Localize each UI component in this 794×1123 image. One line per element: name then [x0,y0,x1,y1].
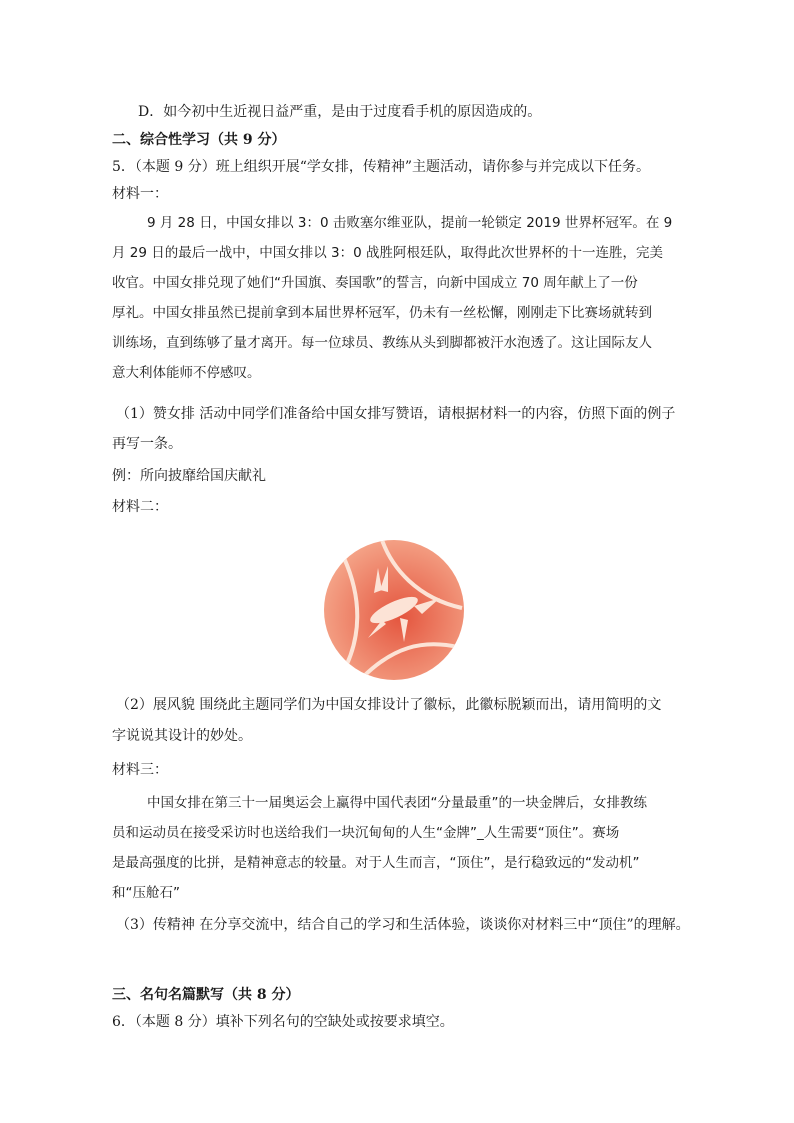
material1-label: 材料一： [112,186,168,202]
material1-line: 收官。中国女排兑现了她们“升国旗、奏国歌”的誓言，向新中国成立 70 周年献上了一份 [112,275,638,291]
q6-stem: 6．（本题 8 分）填补下列名句的空缺处或按要求填空。 [112,1014,454,1030]
q2-line: （2）展风貌 围绕此主题同学们为中国女排设计了徽标，此徽标脱颖而出，请用简明的文 [116,697,662,713]
material1-line: 意大利体能师不停感叹。 [112,365,261,381]
q2-line: 字说说其设计的妙处。 [112,728,252,744]
material3-line: 和“压舱石” [112,885,180,901]
q3-line: （3）传精神 在分享交流中，结合自己的学习和生活体验，谈谈你对材料三中“顶住”的理解。 [116,917,690,933]
material1-line: 训练场，直到练够了量才离开。每一位球员、教练从头到脚都被汗水泡透了。这让国际友人 [112,335,652,351]
option-d: D．如今初中生近视日益严重，是由于过度看手机的原因造成的。 [138,104,542,120]
material3-line: 是最高强度的比拼，是精神意志的较量。对于人生而言，“顶住”，是行稳致远的“发动机” [112,855,640,871]
material3-label: 材料三： [112,762,168,778]
material3-line: 员和运动员在接受采访时也送给我们一块沉甸甸的人生“金牌”_人生需要“顶住”。赛场 [112,825,620,841]
q1-line: （1）赞女排 活动中同学们准备给中国女排写赞语，请根据材料一的内容，仿照下面的例子 [116,406,676,422]
material3-line: 中国女排在第三十一届奥运会上赢得中国代表团“分量最重”的一块金牌后，女排教练 [147,795,647,811]
example-line: 例：所向披靡给国庆献礼 [112,468,266,484]
material1-line: 厚礼。中国女排虽然已提前拿到本届世界杯冠军，仍未有一丝松懈，刚刚走下比赛场就转到 [112,305,652,321]
volleyball-emblem-icon [322,538,466,682]
section2-title: 二、综合性学习（共 9 分） [112,132,286,148]
material1-line: 9 月 28 日，中国女排以 3：0 击败塞尔维亚队，提前一轮锁定 2019 世界杯冠军。在 9 [147,215,673,231]
q1-line: 再写一条。 [112,436,182,452]
q5-stem: 5．（本题 9 分）班上组织开展“学女排，传精神”主题活动，请你参与并完成以下任务。 [112,159,651,175]
material1-line: 月 29 日的最后一战中，中国女排以 3：0 战胜阿根廷队，取得此次世界杯的十一连胜，完美 [112,245,664,261]
section3-title: 三、名句名篇默写（共 8 分） [112,987,300,1003]
material2-label: 材料二： [112,499,168,515]
